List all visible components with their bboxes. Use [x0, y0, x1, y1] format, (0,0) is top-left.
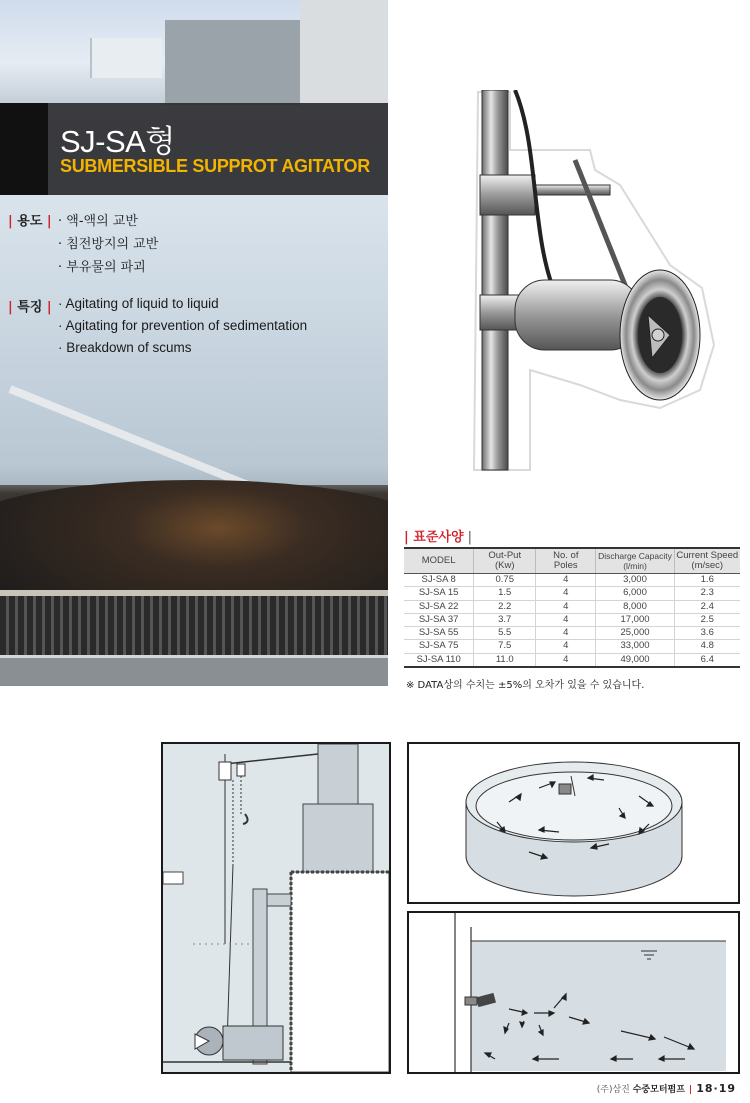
agitator-product-photo: [470, 90, 720, 472]
circular-tank-drawing: [409, 744, 738, 902]
page-numbers: 18·19: [696, 1082, 736, 1095]
spec-cell-output: 7.5: [474, 640, 536, 653]
usage-item: · 부유물의 파괴: [58, 260, 146, 275]
spec-cell-poles: 4: [536, 613, 596, 626]
spec-header: Discharge Capacity (l/min): [596, 548, 674, 574]
spec-header: MODEL: [404, 548, 474, 574]
spec-cell-speed: 4.8: [674, 640, 740, 653]
spec-cell-poles: 4: [536, 574, 596, 587]
agitator-illustration: [470, 90, 720, 472]
spec-cell-capacity: 25,000: [596, 627, 674, 640]
circular-tank-flow-diagram: [407, 742, 740, 904]
spec-cell-speed: 6.4: [674, 653, 740, 667]
guard-rail: [0, 655, 388, 686]
traits-item: · Agitating for prevention of sedimentation: [58, 318, 308, 333]
spec-cell-capacity: 33,000: [596, 640, 674, 653]
plant-building: [300, 0, 388, 105]
spec-cell-poles: 4: [536, 587, 596, 600]
spec-cell-output: 5.5: [474, 627, 536, 640]
installation-diagram: [161, 742, 391, 1074]
spec-cell-poles: 4: [536, 600, 596, 613]
traits-item: · Agitating of liquid to liquid: [58, 296, 219, 311]
page-footer: (주)삼진 수중모터펌프 | 18·19: [596, 1082, 736, 1095]
spec-cell-poles: 4: [536, 627, 596, 640]
spec-cell-capacity: 49,000: [596, 653, 674, 667]
table-row: [404, 587, 740, 600]
spec-cell-capacity: 8,000: [596, 600, 674, 613]
spec-header-row: [404, 548, 740, 574]
spec-cell-capacity: 3,000: [596, 574, 674, 587]
spec-cell-output: 1.5: [474, 587, 536, 600]
table-row: [404, 653, 740, 667]
spec-cell-model: SJ-SA 22: [404, 600, 474, 613]
spec-table: [404, 547, 740, 668]
tolerance-note: ※ DATA상의 수치는 ±5%의 오차가 있을 수 있습니다.: [406, 680, 645, 691]
usage-item: · 액-액의 교반: [58, 214, 138, 229]
spec-cell-output: 11.0: [474, 653, 536, 667]
spec-cell-output: 3.7: [474, 613, 536, 626]
traits-item: · Breakdown of scums: [58, 340, 192, 355]
table-row: [404, 627, 740, 640]
spec-cell-model: SJ-SA 55: [404, 627, 474, 640]
spec-cell-model: SJ-SA 37: [404, 613, 474, 626]
spec-cell-poles: 4: [536, 653, 596, 667]
title-banner-bar: [0, 103, 48, 195]
table-row: [404, 613, 740, 626]
spec-cell-speed: 2.3: [674, 587, 740, 600]
spec-cell-output: 0.75: [474, 574, 536, 587]
spec-cell-poles: 4: [536, 640, 596, 653]
spec-cell-model: SJ-SA 75: [404, 640, 474, 653]
table-row: [404, 640, 740, 653]
spec-cell-speed: 2.5: [674, 613, 740, 626]
spec-cell-output: 2.2: [474, 600, 536, 613]
table-row: [404, 600, 740, 613]
spec-cell-speed: 3.6: [674, 627, 740, 640]
spec-cell-capacity: 6,000: [596, 587, 674, 600]
page-title: SJ-SA형: [60, 124, 175, 159]
page-subtitle: SUBMERSIBLE SUPPROT AGITATOR: [60, 156, 370, 176]
installation-drawing: [163, 744, 389, 1072]
spec-cell-model: SJ-SA 110: [404, 653, 474, 667]
spec-header: Current Speed (m/sec): [674, 548, 740, 574]
spec-cell-speed: 2.4: [674, 600, 740, 613]
apartment-buildings: [90, 38, 162, 78]
table-row: [404, 574, 740, 587]
spec-cell-capacity: 17,000: [596, 613, 674, 626]
footer-company: (주)삼진 수중모터펌프: [596, 1085, 685, 1095]
side-flow-diagram: [407, 911, 740, 1074]
spec-header: Out-Put (Kw): [474, 548, 536, 574]
spec-title: | 표준사양 |: [404, 530, 473, 545]
spec-header: No. of Poles: [536, 548, 596, 574]
spec-cell-model: SJ-SA 8: [404, 574, 474, 587]
title-banner: [0, 103, 388, 195]
usage-label: | 용도 |: [8, 214, 52, 229]
side-flow-drawing: [409, 913, 738, 1072]
traits-label: | 특징 |: [8, 300, 52, 315]
usage-item: · 침전방지의 교반: [58, 237, 159, 252]
spec-cell-speed: 1.6: [674, 574, 740, 587]
spec-cell-model: SJ-SA 15: [404, 587, 474, 600]
